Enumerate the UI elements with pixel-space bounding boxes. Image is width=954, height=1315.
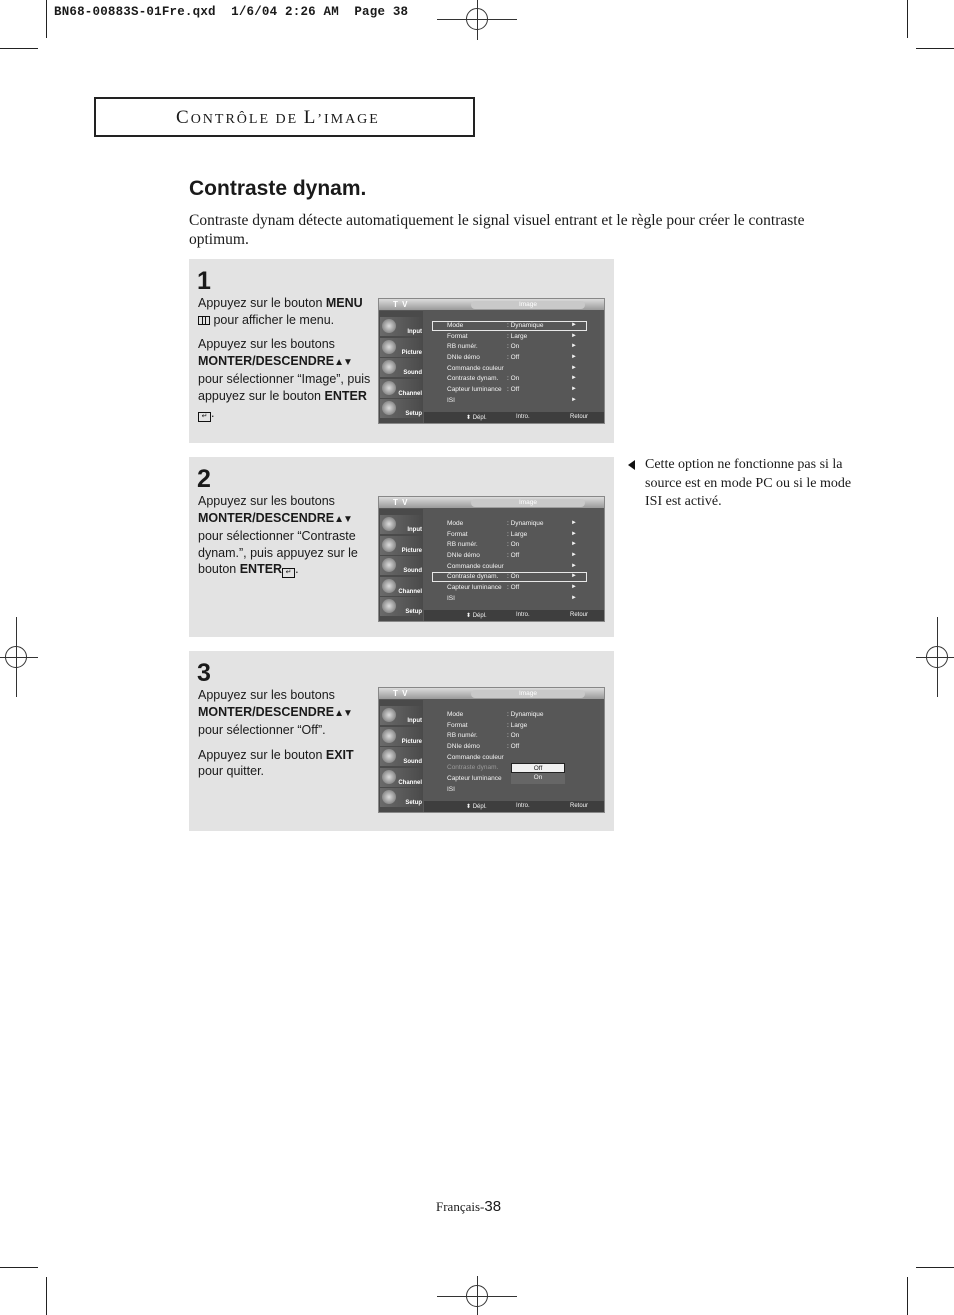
setup-icon [382, 790, 396, 804]
tv-footer: ⬍ Dépl. Intro. Retour [424, 412, 604, 423]
tv-menu-screenshot: T V Image Input Picture Sound Channel Setup Mode : Dynamique Format : Large RB numér. : On DNIe démo : Off Commande couleur Contraste dynam. Capteur luminance ISI Off On ⬍ Dépl. Intro. Retour [378, 687, 605, 813]
enter-icon: ↵ [198, 412, 211, 422]
up-down-arrows-icon: ▲▼ [334, 513, 352, 525]
crop-mark [907, 0, 908, 38]
sound-icon [382, 749, 396, 763]
picture-icon [382, 538, 396, 552]
registration-mark [477, 1276, 478, 1315]
step-1-panel [189, 259, 614, 443]
enter-icon: ↵ [282, 568, 295, 578]
option-on: On [533, 774, 543, 781]
channel-icon [382, 381, 396, 395]
crop-mark [46, 0, 47, 38]
step-instructions: Appuyez sur le bouton MENU pour afficher le menu. Appuyez sur les boutons MONTER/DESCENDRE▲▼ pour sélectionner “Image”, puis appuyez sur le bouton ENTER↵ . [198, 296, 371, 420]
setup-icon [382, 401, 396, 415]
registration-mark [477, 0, 478, 40]
registration-mark [16, 617, 17, 697]
section-header [94, 97, 475, 137]
crop-mark [916, 1267, 954, 1268]
step-number: 3 [197, 659, 211, 687]
tv-footer: ⬍ Dépl. Intro. Retour [424, 801, 604, 812]
crop-mark [907, 1277, 908, 1315]
crop-mark [916, 48, 954, 49]
page-footer: Français-38 [436, 1198, 502, 1215]
step-number: 2 [197, 465, 211, 493]
step-instructions: Appuyez sur les boutons MONTER/DESCENDRE▲▼ pour sélectionner “Off”. Appuyez sur le bouton EXIT pour quitter. [198, 688, 354, 779]
option-popup [511, 763, 565, 784]
sound-icon [382, 558, 396, 572]
sound-icon [382, 360, 396, 374]
triangle-left-icon [628, 460, 635, 470]
input-icon [382, 517, 396, 531]
registration-mark [916, 657, 954, 658]
page-title: Contraste dynam. [189, 177, 367, 200]
input-icon [382, 319, 396, 333]
step-2-panel [189, 457, 614, 637]
registration-mark [0, 657, 38, 658]
tv-menu-screenshot: T V Image Input Picture Sound Channel Setup Mode : Dynamique ► Format : Large ► RB numér. : On ► DNIe démo : Off ► Commande couleur ► Contraste dynam. : On ► Capteur luminance : Off ► ISI ► ⬍ Dépl. Intro. Retour [378, 298, 605, 424]
intro-paragraph: Contraste dynam détecte automatiquement le signal visuel entrant et le règle pour créer le contraste optimum. [189, 212, 805, 248]
step-number: 1 [197, 267, 211, 295]
file-header: BN68-00883S-01Fre.qxd 1/6/04 2:26 AM Page 38 [54, 5, 409, 19]
registration-mark [937, 617, 938, 697]
crop-mark [0, 48, 38, 49]
channel-icon [382, 770, 396, 784]
up-down-arrows-icon: ▲▼ [334, 356, 352, 368]
tv-footer: ⬍ Dépl. Intro. Retour [424, 610, 604, 621]
input-icon [382, 708, 396, 722]
menu-icon [198, 316, 210, 325]
up-down-arrows-icon: ▲▼ [334, 707, 352, 719]
tv-menu-screenshot: T V Image Input Picture Sound Channel Setup Mode : Dynamique ► Format : Large ► RB numér. : On ► DNIe démo : Off ► Commande couleur ► Contraste dynam. : On ► Capteur luminance : Off ► ISI ► ⬍ Dépl. Intro. Retour [378, 496, 605, 622]
crop-mark [46, 1277, 47, 1315]
picture-icon [382, 340, 396, 354]
step-3-panel [189, 651, 614, 831]
step-instructions: Appuyez sur les boutons MONTER/DESCENDRE▲▼ pour sélectionner “Contraste dynam.”, puis appuyez sur le bouton ENTER ↵ . [198, 494, 358, 577]
section-title: CONTRÔLE DE L’IMAGE [176, 107, 380, 128]
option-off: Off [511, 763, 565, 773]
channel-icon [382, 579, 396, 593]
setup-icon [382, 599, 396, 613]
picture-icon [382, 729, 396, 743]
crop-mark [0, 1267, 38, 1268]
